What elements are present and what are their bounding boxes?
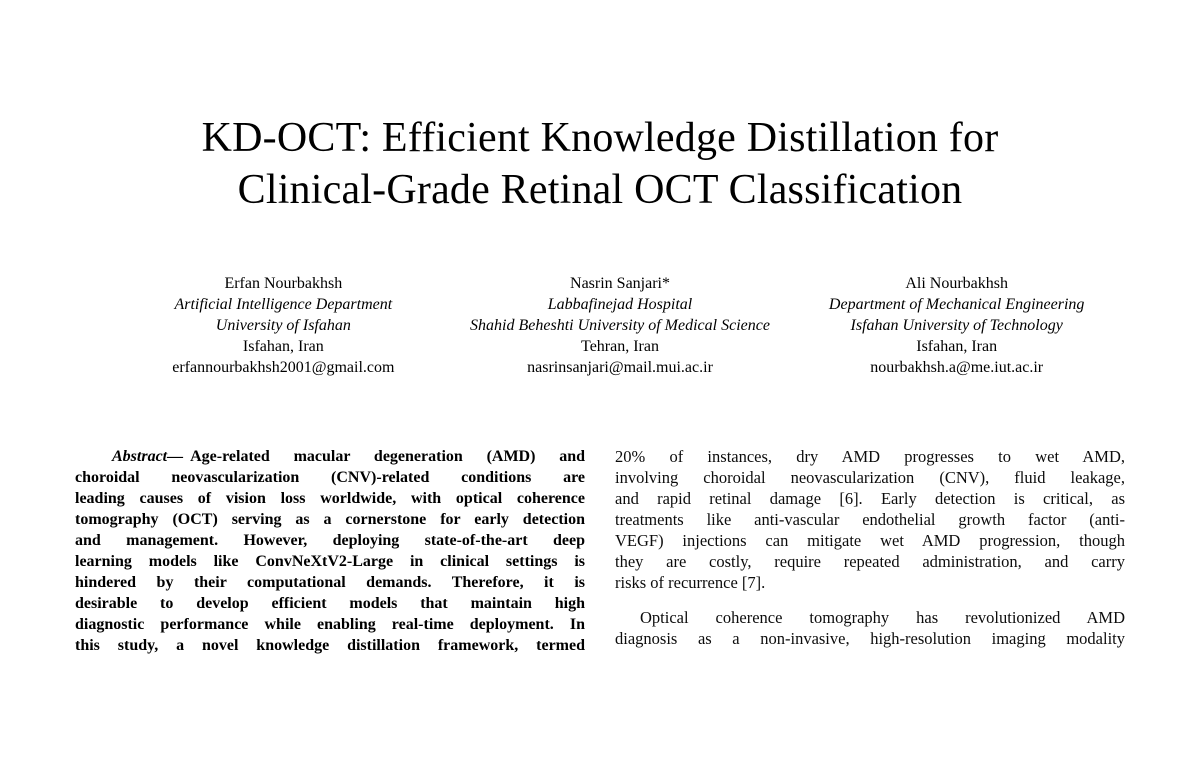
- body-paragraph-2: [615, 607, 1125, 649]
- abstract-line: leading causes of vision loss worldwide, with optical coherence: [75, 490, 585, 507]
- abstract-column: [75, 446, 585, 656]
- author-affiliation: Isfahan University of Technology: [850, 317, 1063, 334]
- abstract-line: learning models like ConvNeXtV2-Large in clinical settings is: [75, 553, 585, 570]
- author-block-3: [788, 273, 1125, 378]
- author-email: nourbakhsh.a@me.iut.ac.ir: [870, 359, 1044, 376]
- author-email: nasrinsanjari@mail.mui.ac.ir: [527, 359, 713, 376]
- body-line: diagnosis as a non-invasive, high-resolution imaging modality: [615, 629, 1125, 648]
- abstract-label: Abstract—: [112, 448, 184, 465]
- author-location: Tehran, Iran: [581, 338, 659, 355]
- body-line: VEGF) injections can mitigate wet AMD progression, though: [615, 531, 1125, 550]
- body-paragraph-1: [615, 446, 1125, 593]
- author-affiliation: University of Isfahan: [215, 317, 351, 334]
- body-line: involving choroidal neovascularization (CNV), fluid leakage,: [615, 468, 1125, 487]
- two-column-body: [75, 446, 1125, 656]
- author-block-2: [452, 273, 789, 378]
- paper-page: [0, 112, 1200, 656]
- author-location: Isfahan, Iran: [242, 338, 324, 355]
- author-email: erfannourbakhsh2001@gmail.com: [172, 359, 395, 376]
- author-location: Isfahan, Iran: [916, 338, 998, 355]
- body-text-column: [615, 446, 1125, 656]
- author-block-1: [115, 273, 452, 378]
- body-line: treatments like anti-vascular endothelial growth factor (anti-: [615, 510, 1125, 529]
- author-affiliation: Labbafinejad Hospital: [547, 296, 693, 313]
- abstract-line: this study, a novel knowledge distillation framework, termed: [75, 637, 585, 654]
- abstract-text: Age-related macular degeneration (AMD) and: [190, 448, 585, 465]
- author-name: Nasrin Sanjari*: [570, 275, 670, 292]
- abstract-line: hindered by their computational demands. Therefore, it is: [75, 574, 585, 591]
- body-line: 20% of instances, dry AMD progresses to wet AMD,: [615, 447, 1125, 466]
- paper-title: [75, 112, 1125, 216]
- author-name: Erfan Nourbakhsh: [224, 275, 343, 292]
- body-line: and rapid retinal damage [6]. Early detection is critical, as: [615, 489, 1125, 508]
- body-line: Optical coherence tomography has revolutionized AMD: [640, 608, 1125, 627]
- abstract-line: and management. However, deploying state-of-the-art deep: [75, 532, 585, 549]
- abstract-first-line: [75, 446, 585, 467]
- author-name: Ali Nourbakhsh: [905, 275, 1008, 292]
- author-blocks-row: [75, 273, 1125, 378]
- body-line: they are costly, require repeated administration, and carry: [615, 552, 1125, 571]
- abstract-line: choroidal neovascularization (CNV)-related conditions are: [75, 469, 585, 486]
- author-affiliation: Department of Mechanical Engineering: [828, 296, 1085, 313]
- abstract-paragraph: [75, 446, 585, 656]
- paper-title-line2: Clinical-Grade Retinal OCT Classification: [237, 167, 963, 213]
- abstract-line: tomography (OCT) serving as a cornerstone for early detection: [75, 511, 585, 528]
- abstract-line: diagnostic performance while enabling real-time deployment. In: [75, 616, 585, 633]
- body-line: risks of recurrence [7].: [615, 573, 766, 592]
- paper-title-line1: KD-OCT: Efficient Knowledge Distillation for: [201, 115, 999, 161]
- author-affiliation: Artificial Intelligence Department: [174, 296, 393, 313]
- author-affiliation: Shahid Beheshti University of Medical Science: [470, 317, 770, 334]
- abstract-line: desirable to develop efficient models that maintain high: [75, 595, 585, 612]
